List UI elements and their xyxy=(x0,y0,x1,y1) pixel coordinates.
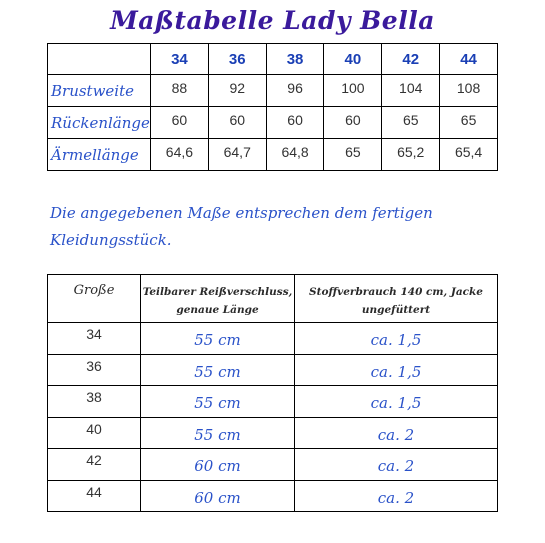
size-cell: 34 xyxy=(48,323,141,355)
size-header-cell: 40 xyxy=(324,44,382,75)
header-zip xyxy=(141,275,295,323)
table-row xyxy=(48,139,498,171)
table-cell: 108 xyxy=(440,75,498,107)
table-cell: 65 xyxy=(440,107,498,139)
header-fabric-line: ungefüttert xyxy=(361,304,431,316)
size-table xyxy=(47,43,498,171)
fabric-cell: ca. 1,5 xyxy=(295,323,498,355)
table-row xyxy=(48,417,498,449)
size-cell: 38 xyxy=(48,386,141,418)
table-row xyxy=(48,323,498,355)
table-cell: 60 xyxy=(151,107,209,139)
zip-cell: 60 cm xyxy=(141,480,295,512)
table-cell: 65,4 xyxy=(440,139,498,171)
table-row xyxy=(48,480,498,512)
size-table-corner-cell xyxy=(48,44,151,75)
fabric-cell: ca. 1,5 xyxy=(295,386,498,418)
size-header-cell: 38 xyxy=(266,44,324,75)
header-size: Große xyxy=(48,275,141,323)
table-cell: 96 xyxy=(266,75,324,107)
table-row xyxy=(48,107,498,139)
size-cell: 36 xyxy=(48,354,141,386)
table-cell: 64,7 xyxy=(208,139,266,171)
fabric-cell: ca. 2 xyxy=(295,449,498,481)
table-cell: 64,8 xyxy=(266,139,324,171)
size-cell: 44 xyxy=(48,480,141,512)
zip-cell: 55 cm xyxy=(141,417,295,449)
header-zip-line: genaue Länge xyxy=(176,304,259,316)
page-title: Maßtabelle Lady Bella xyxy=(110,6,435,35)
table-cell: 92 xyxy=(208,75,266,107)
row-label-brustweite: Brustweite xyxy=(48,75,151,107)
note-line: Die angegebenen Maße entsprechen dem fertigen xyxy=(50,204,433,222)
size-cell: 40 xyxy=(48,417,141,449)
fabric-zip-table xyxy=(47,274,498,512)
table-cell: 104 xyxy=(382,75,440,107)
table-row xyxy=(48,386,498,418)
table-cell: 100 xyxy=(324,75,382,107)
table-cell: 65 xyxy=(382,107,440,139)
size-header-cell: 44 xyxy=(440,44,498,75)
fabric-zip-header-row xyxy=(48,275,498,323)
table-row xyxy=(48,449,498,481)
fabric-cell: ca. 1,5 xyxy=(295,354,498,386)
size-header-cell: 36 xyxy=(208,44,266,75)
table-cell: 64,6 xyxy=(151,139,209,171)
table-row xyxy=(48,75,498,107)
zip-cell: 55 cm xyxy=(141,323,295,355)
size-cell: 42 xyxy=(48,449,141,481)
zip-cell: 55 cm xyxy=(141,354,295,386)
row-label-aermellaenge: Ärmellänge xyxy=(48,139,151,171)
size-header-cell: 34 xyxy=(151,44,209,75)
note-line: Kleidungsstück. xyxy=(50,231,172,249)
header-zip-line: Teilbarer Reißverschluss, xyxy=(142,286,293,298)
size-header-cell: 42 xyxy=(382,44,440,75)
fabric-cell: ca. 2 xyxy=(295,480,498,512)
zip-cell: 55 cm xyxy=(141,386,295,418)
table-cell: 65 xyxy=(324,139,382,171)
table-cell: 65,2 xyxy=(382,139,440,171)
note-text xyxy=(50,200,510,254)
table-cell: 60 xyxy=(208,107,266,139)
header-fabric xyxy=(295,275,498,323)
fabric-cell: ca. 2 xyxy=(295,417,498,449)
zip-cell: 60 cm xyxy=(141,449,295,481)
table-cell: 88 xyxy=(151,75,209,107)
table-cell: 60 xyxy=(324,107,382,139)
header-fabric-line: Stoffverbrauch 140 cm, Jacke xyxy=(309,286,483,298)
size-table-header-row xyxy=(48,44,498,75)
table-row xyxy=(48,354,498,386)
table-cell: 60 xyxy=(266,107,324,139)
row-label-rueckenlaenge: Rückenlänge xyxy=(48,107,151,139)
